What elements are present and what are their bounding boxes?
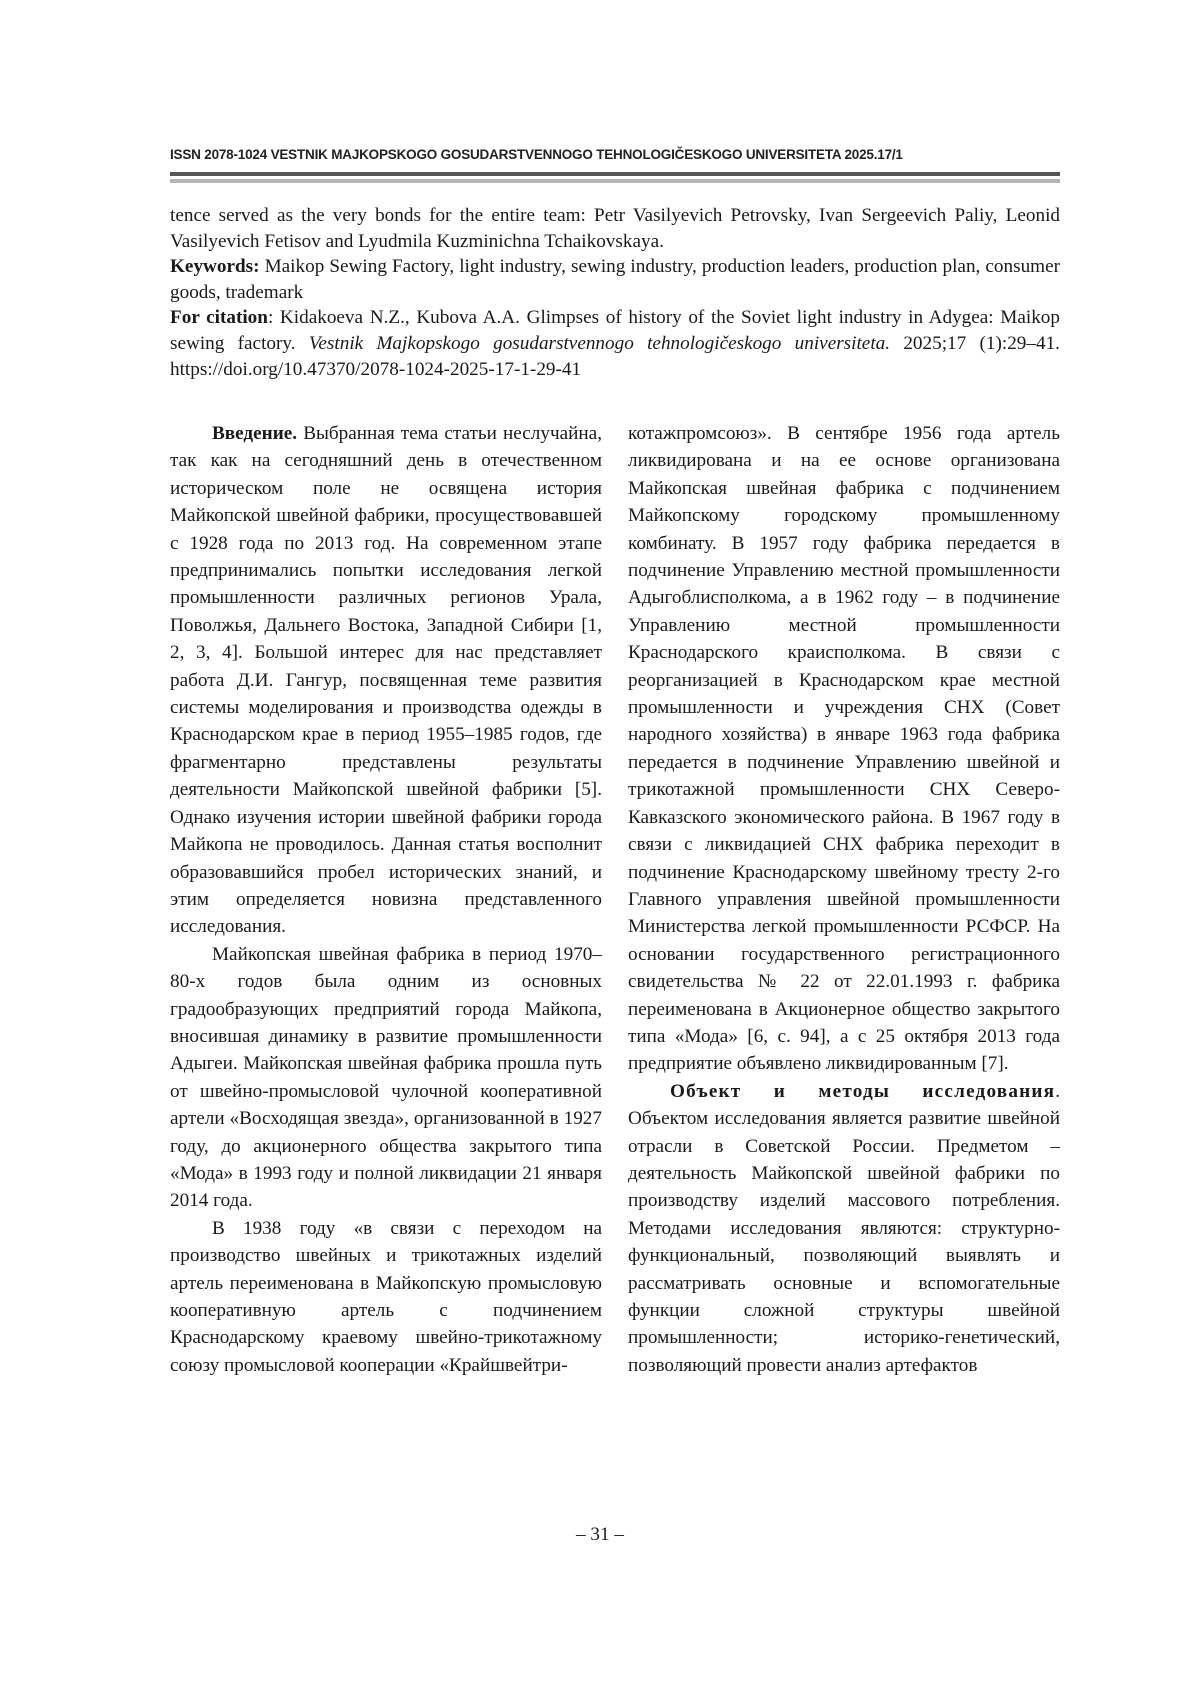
abstract-block — [170, 203, 1060, 382]
history-paragraph: Майкопская швейная фабрика в период 1970–80-х годов была одним из основных градообразующих предприятий города Майкопа, вносившая динамику в развитие промышленности Адыгеи. Майкопская швейная фабрика прошла путь от швейно-промысловой чулочной кооперативной артели «Восходящая звезда», организованной в 1927 году, до акционерного общества закрытого типа «Мода» в 1993 году и полной ликвидации 21 января 2014 года. — [170, 943, 602, 1212]
keywords-line — [170, 254, 1060, 305]
right-column — [628, 420, 1060, 1379]
header-rule-light — [170, 179, 1060, 183]
citation-tail: 2025;17 (1):29–41. https://doi.org/10.47370/2078-1024-2025-17-1-29-41 — [170, 332, 1060, 380]
reorganization-paragraph-cont: котажпромсоюз». В сентябре 1956 года артель ликвидирована и на ее основе организована Майкопская швейная фабрика с подчинением Майкопскому городскому промышленному комбинату. В 1957 году фабрика передается в подчинение Управлению местной промышленности Адыгоблисполкома, а в 1962 году – в подчинение Управлению местной промышленности Краснодарского краисполкома. В связи с реорганизацией в Краснодарском крае местной промышленности и учреждения СНХ (Совет народного хозяйства) в январе 1963 года фабрика передается в подчинение Управлению швейной и трикотажной промышленности СНХ Северо-Кавказского экономического района. В 1967 году в связи с ликвидацией СНХ фабрика переходит в подчинение Краснодарскому швейному тресту 2-го Главного управления швейной промышленности Министерства легкой промышленности РСФСР. На основании государственного регистрационного свидетельства № 22 от 22.01.1993 г. фабрика переименована в Акционерное общество закрытого типа «Мода» [6, с. 94], а с 25 октября 2013 года предприятие объявлено ликвидированным [7]. — [628, 423, 1060, 1075]
reorganization-paragraph: В 1938 году «в связи с переходом на производство швейных и трикотажных изделий артель переименована в Майкопскую промысловую кооперативную артель с подчинением Краснодарскому краевому швейно-трикотажному союзу промысловой кооперации «Крайшвейтри- — [170, 1217, 602, 1376]
abstract-continuation: tence served as the very bonds for the entire team: Petr Vasilyevich Petrovsky, Ivan Sergeevich Paliy, Leonid Vasilyevich Fetisov and Lyudmila Kuzminichna Tchaikovskaya. — [170, 205, 1060, 252]
keywords-label: Keywords: — [170, 256, 260, 278]
citation-text: : Kidakoeva N.Z., Kubova A.A. Glimpses of history of the Soviet light industry in Adygea: Maikop sewing factory. — [170, 307, 1060, 354]
article-body — [170, 420, 1060, 1379]
left-column — [170, 420, 602, 1379]
page-number: – 31 – — [576, 1524, 624, 1545]
methods-text: . Объектом исследования является развитие швейной отрасли в Советской России. Предметом – деятельность Майкопской швейной фабрики по производству изделий массового потребления. Методами исследования являются: структурно-функциональный, позволяющий выявлять и рассматривать основные и вспомогательные функции сложной структуры швейной промышленности; историко-генетический, позволяющий провести анализ артефактов — [628, 1080, 1060, 1376]
citation-journal: Vestnik Majkopskogo gosudarstvennogo tehnologičeskogo universiteta. — [308, 332, 891, 354]
header-rule-dark — [170, 172, 1060, 176]
citation-label: For citation — [170, 307, 268, 329]
intro-paragraph — [170, 420, 602, 941]
methods-heading: Объект и методы исследования — [670, 1080, 1056, 1102]
intro-text: Выбранная тема статьи неслучайна, так как на сегодняшний день в отечественном историческом поле не освящена история Майкопской швейной фабрики, просуществовавшей с 1928 года по 2013 год. На современном этапе предпринимались попытки исследования легкой промышленности различных регионов Урала, Поволжья, Дальнего Востока, Западной Сибири [1, 2, 3, 4]. Большой интерес для нас представляет работа Д.И. Гангур, посвященная теме развития системы моделирования и производства одежды в Краснодарском крае в период 1955–1985 годов, где фрагментарно представлены результаты деятельности Майкопской швейной фабрики [5]. Однако изучения истории швейной фабрики города Майкопа не проводилось. Данная статья восполнит образовавшийся пробел исторических знаний, и этим определяется новизна представленного исследования. — [170, 423, 602, 938]
running-header: ISSN 2078-1024 VESTNIK MAJKOPSKOGO GOSUDARSTVENNOGO TEHNOLOGIČESKOGO UNIVERSITETA 2025.17/1 — [170, 147, 903, 162]
methods-paragraph — [628, 1078, 1060, 1379]
intro-heading: Введение. — [212, 423, 298, 444]
keywords-text: Maikop Sewing Factory, light industry, sewing industry, production leaders, production plan, consumer goods, trademark — [170, 256, 1060, 303]
citation-line — [170, 305, 1060, 382]
